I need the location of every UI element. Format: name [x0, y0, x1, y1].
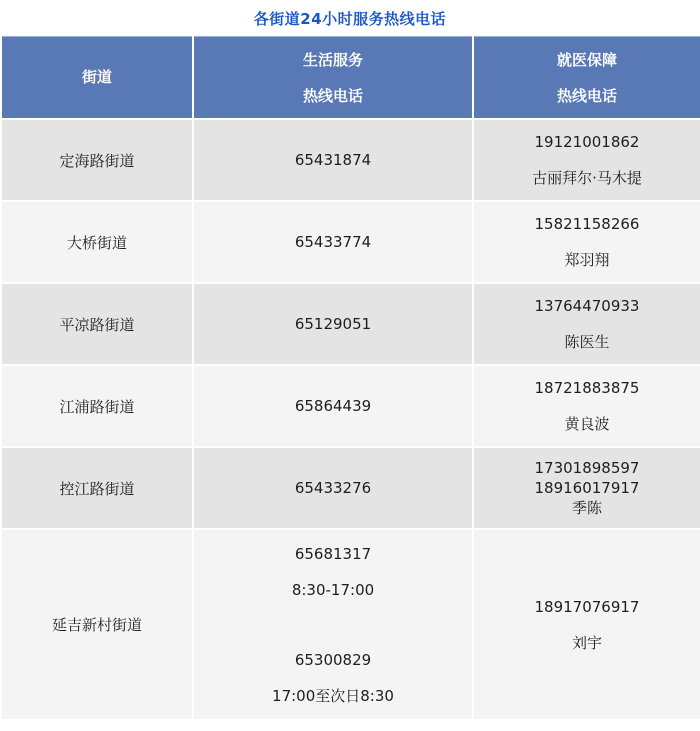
medical-cell: [473, 119, 700, 201]
service-cell: [193, 447, 473, 529]
medical-phone: 18916017917: [534, 479, 640, 497]
header-medical-line1: 就医保障: [556, 50, 617, 69]
service-cell: [193, 119, 473, 201]
medical-contact: 季陈: [571, 499, 602, 517]
service-cell: [193, 529, 473, 720]
medical-phone: 18917076917: [534, 597, 640, 616]
service-phone: 65300829: [294, 650, 372, 669]
medical-contact: 刘宇: [571, 633, 602, 652]
medical-phone: 17301898597: [534, 459, 640, 477]
header-service: [193, 37, 473, 120]
medical-contact: 陈医生: [564, 333, 610, 351]
service-cell: [193, 365, 473, 447]
service-phone: 65681317: [294, 544, 372, 563]
service-phone: 65433276: [294, 479, 372, 497]
medical-contact: 郑羽翔: [564, 251, 610, 269]
street-name: 延吉新村街道: [51, 616, 142, 634]
service-phone: 65431874: [294, 151, 372, 169]
header-medical: [473, 37, 700, 120]
spacer: [194, 608, 472, 642]
street-cell: [1, 283, 193, 365]
table-row: [1, 447, 700, 529]
medical-contact: 黄良波: [564, 415, 610, 433]
street-name: 江浦路街道: [59, 397, 135, 416]
service-phone: 65129051: [294, 315, 372, 333]
medical-phone: 13764470933: [534, 297, 640, 315]
street-cell: [1, 365, 193, 447]
street-name: 控江路街道: [59, 479, 135, 498]
hotline-table: [0, 36, 700, 721]
service-cell: [193, 201, 473, 283]
table-header-row: [1, 37, 700, 120]
medical-cell: [473, 201, 700, 283]
header-street: [1, 37, 193, 120]
medical-cell: [473, 447, 700, 529]
street-cell: [1, 447, 193, 529]
table-row: [1, 283, 700, 365]
medical-phone: 18721883875: [534, 379, 640, 397]
table-row: [1, 365, 700, 447]
table-row: [1, 119, 700, 201]
street-cell: [1, 529, 193, 720]
medical-contact: 古丽拜尔·马木提: [532, 169, 642, 187]
service-hours: 17:00至次日8:30: [272, 686, 394, 705]
table-row: [1, 201, 700, 283]
medical-cell: [473, 365, 700, 447]
header-medical-line2: 热线电话: [556, 86, 617, 105]
header-service-line1: 生活服务: [302, 50, 363, 69]
service-hours: 8:30-17:00: [291, 580, 375, 599]
medical-phone: 15821158266: [534, 215, 640, 233]
medical-phone: 19121001862: [534, 133, 640, 151]
street-name: 平凉路街道: [59, 315, 135, 334]
service-phone: 65433774: [294, 233, 372, 251]
medical-cell: [473, 283, 700, 365]
service-phone: 65864439: [294, 397, 372, 415]
header-service-line2: 热线电话: [302, 86, 363, 105]
street-cell: [1, 201, 193, 283]
table-row: [1, 529, 700, 720]
street-cell: [1, 119, 193, 201]
header-street-label: 街道: [81, 68, 112, 86]
page-title: 各街道24小时服务热线电话: [253, 9, 447, 28]
medical-cell: [473, 529, 700, 720]
street-name: 大桥街道: [66, 233, 127, 252]
street-name: 定海路街道: [59, 151, 135, 170]
service-cell: [193, 283, 473, 365]
